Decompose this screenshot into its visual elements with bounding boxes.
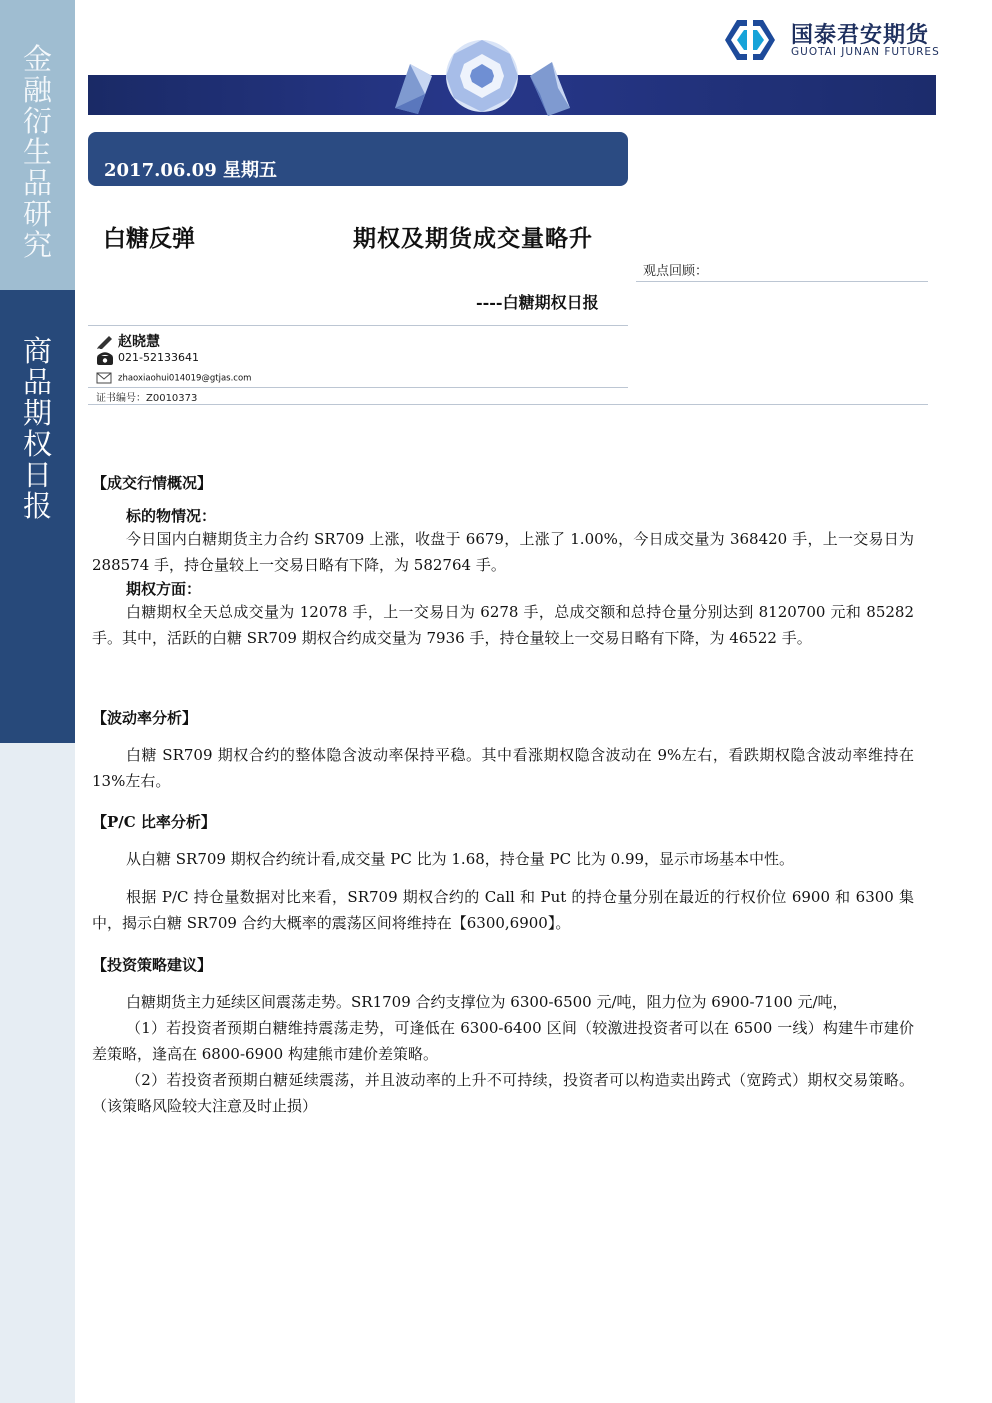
sidebar-category-char: 品 [22,166,52,200]
paragraph-pc-ratio-2: 根据 P/C 持仓量数据对比来看，SR709 期权合约的 Call 和 Put 的持仓量分别在最近的行权价位 6900 和 6300 集中，揭示白糖 SR709 合约大概率的震荡区间将维持在【6300,6900】。 [92,888,914,932]
section-title-volatility: 【波动率分析】 [92,709,198,727]
sidebar-category-char: 研 [22,197,52,231]
review-divider [636,281,928,282]
company-name-en: GUOTAI JUNAN FUTURES [791,46,940,58]
sidebar-report-type-char: 日 [22,458,52,492]
section-title-market: 【成交行情概况】 [92,474,213,492]
paragraph-underlying: 今日国内白糖期货主力合约 SR709 上涨，收盘于 6679，上涨了 1.00%，今日成交量为 368420 手，上一交易日为 288574 手，持仓量较上一交易日略有下降，为 582764 手。 [92,530,914,574]
subsection-options: 期权方面： [126,580,202,598]
paragraph-volatility: 白糖 SR709 期权合约的整体隐含波动率保持平稳。其中看涨期权隐含波动在 9%左右，看跌期权隐含波动率维持在 13%左右。 [92,746,914,790]
sidebar-category-char: 生 [22,135,52,169]
author-email-row [96,372,251,384]
sidebar-report-type-char: 权 [22,427,52,461]
section-title-pc-ratio: 【P/C 比率分析】 [92,813,216,831]
paragraph-strategy-1: 白糖期货主力延续区间震荡走势。SR1709 合约支撑位为 6300-6500 元/吨，阻力位为 6900-7100 元/吨， [126,993,848,1011]
sidebar-category-label [0,44,75,261]
phone-icon [96,352,114,365]
author-phone: 021-52133641 [118,351,199,364]
mail-icon [96,372,114,384]
report-subtitle: ----白糖期权日报 [476,293,599,312]
section-pc-ratio [92,811,914,936]
author-email[interactable]: zhaoxiaohui014019@gtjas.com [118,373,252,384]
report-title-right: 期权及期货成交量略升 [353,225,593,252]
section-market-overview [92,472,914,651]
author-name: 赵晓慧 [118,334,160,350]
sidebar-report-type-char: 商 [22,334,52,368]
sidebar-category-char: 衍 [22,104,52,138]
review-label: 观点回顾： [643,264,709,279]
section-title-strategy: 【投资策略建议】 [92,956,213,974]
header-divider [88,404,928,405]
paragraph-strategy-3: （2）若投资者预期白糖延续震荡，并且波动率的上升不可持续，投资者可以构造卖出跨式（宽跨式）期权交易策略。（该策略风险较大注意及时止损） [92,1071,914,1115]
section-volatility [92,707,914,794]
company-name-cn: 国泰君安期货 [791,23,930,48]
sidebar-report-type-char: 报 [22,489,52,523]
sidebar-report-type-char: 期 [22,396,52,430]
sidebar-report-type-char: 品 [22,365,52,399]
diamond-illustration [390,36,575,122]
report-date: 2017.06.09 星期五 [104,160,277,181]
author-divider-top [88,325,628,326]
sidebar-report-type-label [0,336,75,522]
sidebar-bottom-band [0,743,75,1403]
author-phone-row [96,351,199,365]
company-logo-icon [717,18,783,62]
sidebar-category-char: 融 [22,73,52,107]
report-title-left: 白糖反弹 [103,225,195,252]
section-strategy [92,954,914,1119]
sidebar-category-char: 究 [22,228,52,262]
sidebar-category-char: 金 [22,42,52,76]
author-cert: 证书编号：Z0010373 [96,393,198,404]
paragraph-options: 白糖期权全天总成交量为 12078 手，上一交易日为 6278 手，总成交额和总持仓量分别达到 8120700 元和 85282 手。其中，活跃的白糖 SR709 期权合约成交量为 7936 手，持仓量较上一交易日略有下降，为 46522 手。 [92,603,914,647]
paragraph-strategy-2: （1）若投资者预期白糖维持震荡走势，可逢低在 6300-6400 区间（较激进投资者可以在 6500 一线）构建牛市建价差策略，逢高在 6800-6900 构建熊市建价差策略。 [92,1019,914,1063]
author-name-row [96,331,160,351]
paragraph-pc-ratio-1: 从白糖 SR709 期权合约统计看,成交量 PC 比为 1.68，持仓量 PC 比为 0.99，显示市场基本中性。 [126,850,795,868]
subsection-underlying: 标的物情况： [126,507,217,525]
author-divider-bottom [88,387,628,388]
pen-icon [96,335,114,349]
